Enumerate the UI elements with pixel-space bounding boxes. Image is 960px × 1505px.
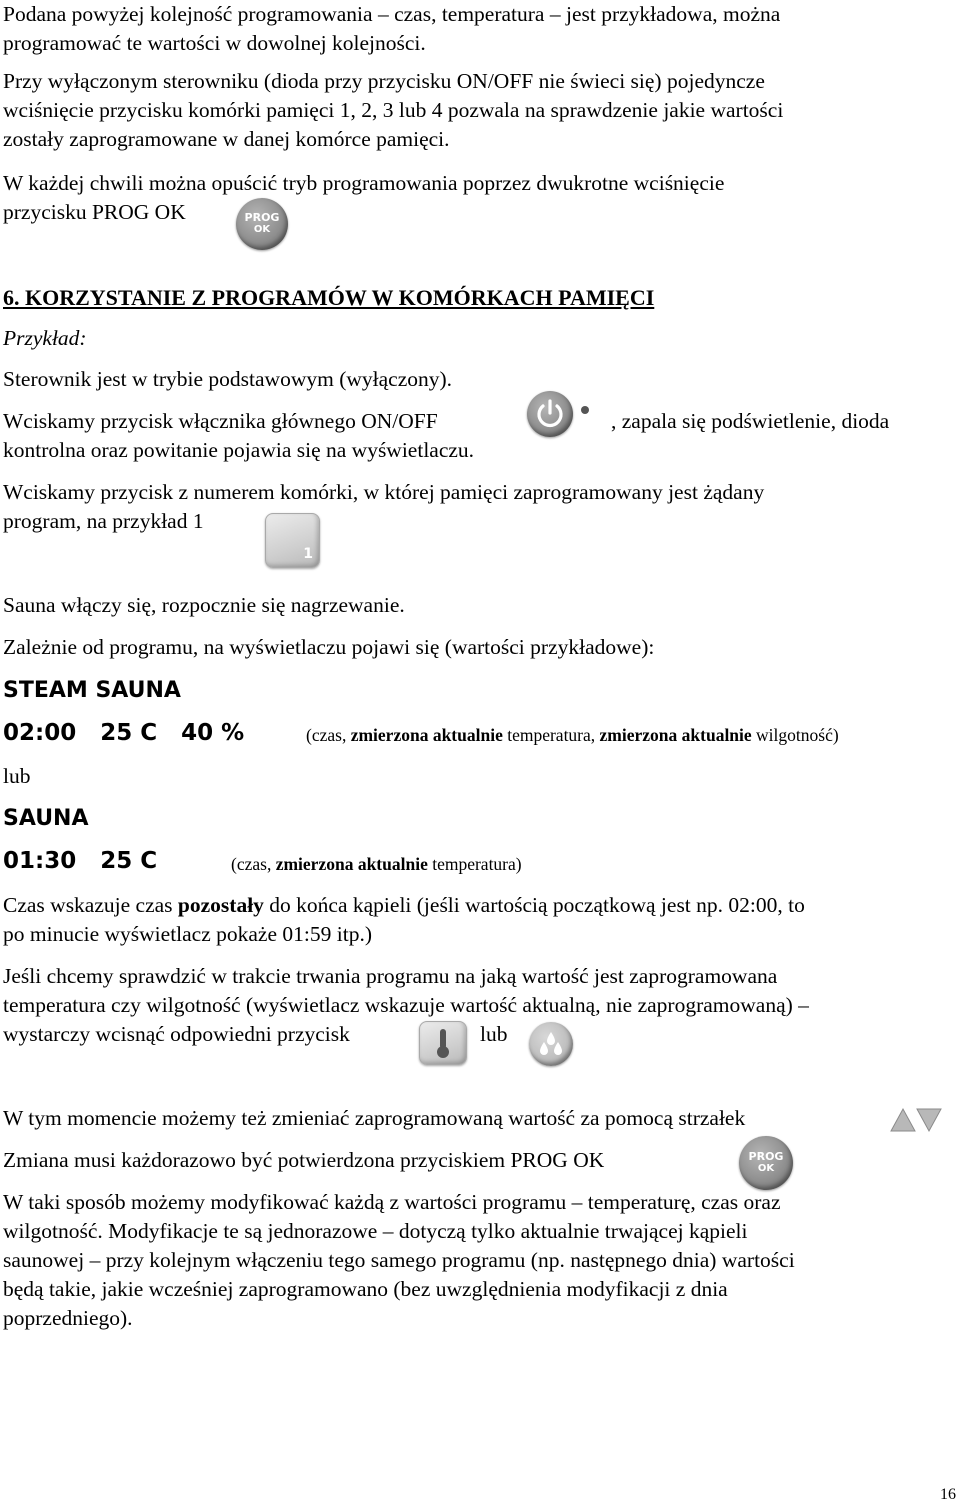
display-title-steam: STEAM SAUNA: [3, 678, 181, 703]
humidity-button-icon: [529, 1022, 573, 1066]
text-line: Wciskamy przycisk z numerem komórki, w której pamięci zaprogramowany jest żądany: [3, 480, 765, 504]
prog-ok-button-icon: [236, 198, 288, 250]
text-line: Zależnie od programu, na wyświetlaczu pojawi się (wartości przykładowe):: [3, 635, 655, 659]
text-line: program, na przykład 1: [3, 509, 204, 533]
text-line: kontrolna oraz powitanie pojawia się na wyświetlaczu.: [3, 438, 475, 462]
text-line: temperatura czy wilgotność (wyświetlacz wskazuje wartość aktualną, nie zaprogramowaną) –: [3, 993, 809, 1017]
display-title-sauna: SAUNA: [3, 806, 89, 831]
text-line: wciśnięcie przycisku komórki pamięci 1, 2, 3 lub 4 pozwala na sprawdzenie jakie wartości: [3, 98, 784, 122]
text-line: Przy wyłączonym sterowniku (dioda przy przycisku ON/OFF nie świeci się) pojedyncze: [3, 69, 765, 93]
page-number: 16: [940, 1486, 956, 1503]
display-note-sauna: (czas, zmierzona aktualnie temperatura): [231, 854, 522, 874]
text-line: poprzedniego).: [3, 1306, 133, 1330]
water-drops-icon: [529, 1022, 573, 1066]
text-line: programować te wartości w dowolnej kolejności.: [3, 31, 426, 55]
ok-label: OK: [253, 224, 271, 235]
text-line: Wciskamy przycisk włącznika głównego ON/OFF: [3, 409, 438, 433]
text-line: zostały zaprogramowane w danej komórce pamięci.: [3, 127, 450, 151]
prog-ok-button-icon: [739, 1136, 793, 1190]
text-line: Sterownik jest w trybie podstawowym (wyłączony).: [3, 367, 453, 391]
power-symbol-icon: [527, 391, 573, 437]
power-button-icon: [527, 391, 573, 437]
ok-label: OK: [757, 1163, 775, 1174]
display-note-steam: (czas, zmierzona aktualnie temperatura, zmierzona aktualnie wilgotność): [306, 725, 839, 745]
text-line: Zmiana musi każdorazowo być potwierdzona przyciskiem PROG OK: [3, 1148, 605, 1172]
text-line: Podana powyżej kolejność programowania – czas, temperatura – jest przykładowa, można: [3, 2, 781, 26]
memory-number: 1: [303, 546, 313, 562]
text-line: lub: [3, 764, 31, 788]
thermometer-icon: [420, 1022, 466, 1064]
text-line: W każdej chwili można opuścić tryb programowania poprzez dwukrotne wciśnięcie: [3, 171, 725, 195]
text-line: W tym momencie możemy też zmieniać zaprogramowaną wartość za pomocą strzałek: [3, 1106, 746, 1130]
section-heading: 6. KORZYSTANIE Z PROGRAMÓW W KOMÓRKACH PAMIĘCI: [3, 285, 655, 310]
text-line: będą takie, jakie wcześniej zaprogramowano (bez uwzględnienia modyfikacji z dnia: [3, 1277, 728, 1301]
display-values-sauna: 01:30 25 C: [3, 848, 158, 874]
led-indicator-icon: [581, 406, 589, 414]
text-line: lub: [480, 1022, 508, 1046]
memory-button-1-icon: [265, 513, 320, 568]
text-line: przycisku PROG OK: [3, 200, 186, 224]
text-line: Jeśli chcemy sprawdzić w trakcie trwania programu na jaką wartość jest zaprogramowana: [3, 964, 778, 988]
text-line: Sauna włączy się, rozpocznie się nagrzewanie.: [3, 593, 405, 617]
text-line: Czas wskazuje czas pozostały do końca kąpieli (jeśli wartością początkową jest np. 02:00, to: [3, 893, 805, 917]
prog-label: PROG: [748, 1150, 784, 1163]
example-label: Przykład:: [3, 326, 87, 350]
thermometer-button-icon: [419, 1021, 467, 1065]
text-line: , zapala się podświetlenie, dioda: [611, 409, 890, 433]
arrow-buttons-icon: [889, 1107, 943, 1133]
text-line: po minucie wyświetlacz pokaże 01:59 itp.): [3, 922, 372, 946]
text-line: wilgotność. Modyfikacje te są jednorazowe – dotyczą tylko aktualnie trwającej kąpieli: [3, 1219, 748, 1243]
text-line: W taki sposób możemy modyfikować każdą z wartości programu – temperaturę, czas oraz: [3, 1190, 781, 1214]
text-line: saunowej – przy kolejnym włączeniu tego samego programu (np. następnego dnia) wartości: [3, 1248, 795, 1272]
prog-label: PROG: [244, 211, 280, 224]
display-values-steam: 02:00 25 C 40 %: [3, 720, 245, 746]
text-line: wystarczy wcisnąć odpowiedni przycisk: [3, 1022, 350, 1046]
